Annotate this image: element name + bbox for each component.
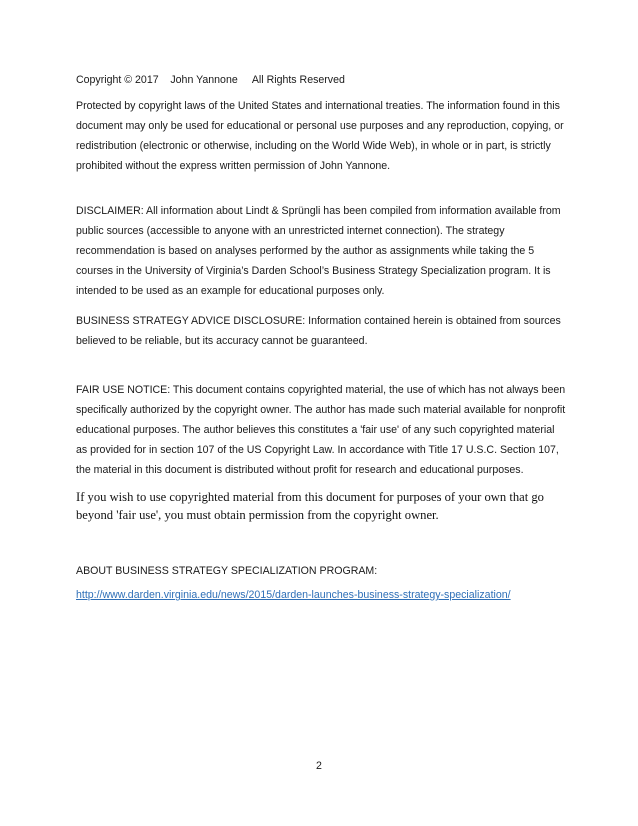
copyright-line: Copyright © 2017 John Yannone All Rights Reserved: [76, 74, 345, 86]
page-number: 2: [316, 760, 322, 772]
program-link[interactable]: http://www.darden.virginia.edu/news/2015/darden-launches-business-strategy-specialization/: [76, 589, 511, 601]
disclaimer-paragraph: DISCLAIMER: All information about Lindt & Sprüngli has been compiled from information available from public sources (accessible to anyone with an unrestricted internet connection). The strategy recommendation is based on analyses performed by the author as assignments while taking the 5 courses in the University of Virginia’s Darden School’s Business Strategy Specialization program. It is intended to be used as an example for educational purposes only.: [76, 205, 561, 297]
about-program-heading: ABOUT BUSINESS STRATEGY SPECIALIZATION PROGRAM:: [76, 565, 378, 577]
permission-note: If you wish to use copyrighted material from this document for purposes of your own that go beyond 'fair use', you must obtain permission from the copyright owner.: [76, 490, 544, 522]
copyright-protection-paragraph: Protected by copyright laws of the United States and international treaties. The information found in this document may only be used for educational or personal use purposes and any reproduction, copying, or redistribution (electronic or otherwise, including on the World Wide Web), in whole or in part, is strictly prohibited without the express written permission of John Yannone.: [76, 100, 564, 172]
fair-use-notice-paragraph: FAIR USE NOTICE: This document contains copyrighted material, the use of which has not always been specifically authorized by the copyright owner. The author has made such material available for nonprofit educational purposes. The author believes this constitutes a 'fair use' of any such copyrighted material as provided for in section 107 of the US Copyright Law. In accordance with Title 17 U.S.C. Section 107, the material in this document is distributed without profit for research and educational purposes.: [76, 384, 566, 476]
advice-disclosure-paragraph: BUSINESS STRATEGY ADVICE DISCLOSURE: Information contained herein is obtained from sources believed to be reliable, but its accuracy cannot be guaranteed.: [76, 315, 561, 347]
